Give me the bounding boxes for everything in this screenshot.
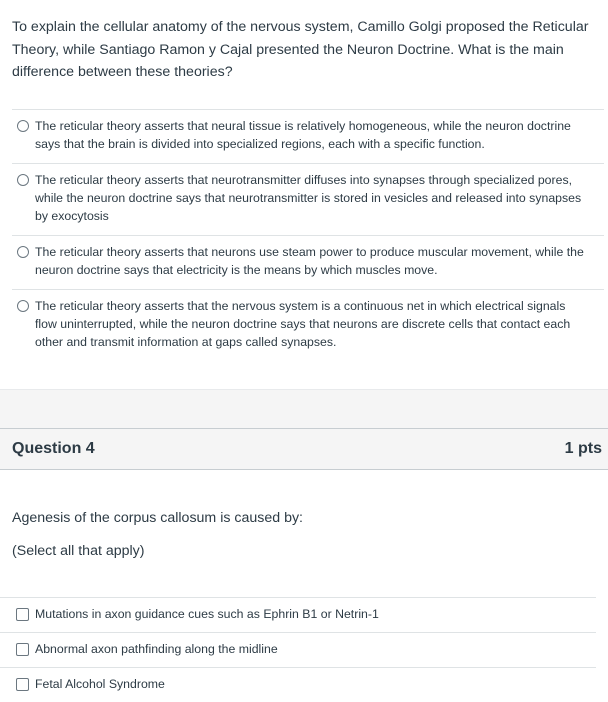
question-4-header <box>0 428 608 470</box>
checkbox-option-3[interactable] <box>0 667 596 702</box>
answer-option-1[interactable] <box>12 109 604 163</box>
checkbox-option-label: Mutations in axon guidance cues such as Ephrin B1 or Netrin-1 <box>35 606 379 621</box>
question-3-answers <box>12 109 604 361</box>
checkbox-option-label: Abnormal axon pathfinding along the midline <box>35 641 278 656</box>
question-separator <box>0 389 608 428</box>
question-4-instruction: (Select all that apply) <box>12 542 145 559</box>
checkbox[interactable] <box>16 608 29 621</box>
radio-button[interactable] <box>17 120 29 132</box>
question-3-text: To explain the cellular anatomy of the nervous system, Camillo Golgi proposed the Reticular Theory, while Santiago Ramon y Cajal presented the Neuron Doctrine. What is the main difference between these theories? <box>12 19 589 80</box>
question-4-body <box>0 470 608 702</box>
answer-option-2[interactable] <box>12 163 604 235</box>
question-4-text: Agenesis of the corpus callosum is caused by: <box>12 509 303 526</box>
checkbox-option-label: Fetal Alcohol Syndrome <box>35 676 165 691</box>
checkbox[interactable] <box>16 643 29 656</box>
radio-button[interactable] <box>17 174 29 186</box>
radio-button[interactable] <box>17 300 29 312</box>
answer-option-label: The reticular theory asserts that neurotransmitter diffuses into synapses through specialized pores, while the neuron doctrine says that neurotransmitter is stored in vesicles and released into synapses by exocytosis <box>35 172 582 223</box>
checkbox-option-2[interactable] <box>0 632 596 667</box>
question-points: 1 pts <box>564 439 602 457</box>
radio-button[interactable] <box>17 246 29 258</box>
answer-option-label: The reticular theory asserts that neural tissue is relatively homogeneous, while the neuron doctrine says that the brain is divided into specialized regions, each with a specific function. <box>35 118 571 151</box>
answer-option-3[interactable] <box>12 235 604 289</box>
answer-option-label: The reticular theory asserts that the nervous system is a continuous net in which electrical signals flow uninterrupted, while the neuron doctrine says that neurons are discrete cells that contact each other and transmit information at gaps called synapses. <box>35 298 571 349</box>
question-title: Question 4 <box>12 439 95 457</box>
checkbox[interactable] <box>16 678 29 691</box>
checkbox-option-1[interactable] <box>0 597 596 632</box>
answer-option-4[interactable] <box>12 289 604 361</box>
answer-option-label: The reticular theory asserts that neurons use steam power to produce muscular movement, while the neuron doctrine says that electricity is the means by which muscles move. <box>35 244 584 277</box>
question-4-options <box>0 597 596 702</box>
